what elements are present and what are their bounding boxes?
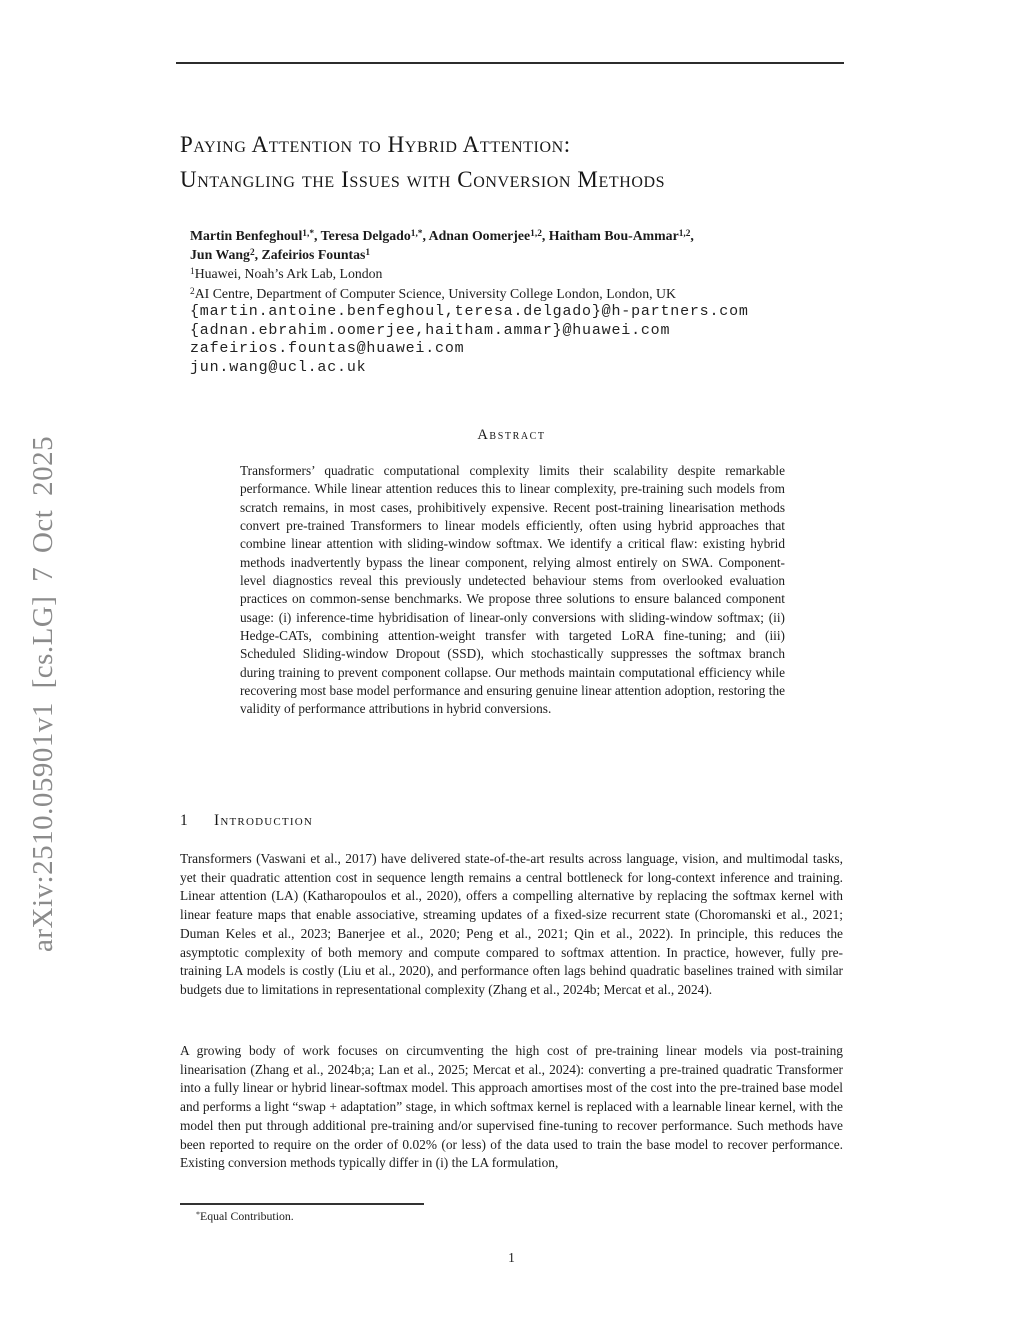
- header-rule: [176, 62, 844, 64]
- introduction-paragraph-2: A growing body of work focuses on circumventing the high cost of pre-training linear models via post-training linearisation (Zhang et al., 2024b;a; Lan et al., 2025; Mercat et al., 2024): converting a pre-trained quadratic Transformer into a fully linear or hybrid linear-softmax model. This approach amortises most of the cost into the pre-trained base model and performs a light “swap + adaptation” stage, in which softmax kernel is replaced with a learnable linear kernel, with the model then put through additional pre-training and/or supervised fine-tuning to recover performance. Such methods have been reported to require on the order of 0.02% (or less) of the data used to train the base model to recover performance. Existing conversion methods typically differ in (i) the LA formulation,: [180, 1043, 843, 1171]
- email-line: {adnan.ebrahim.oomerjee,haitham.ammar}@huawei.com: [190, 321, 671, 339]
- footnote-marker: *: [196, 1209, 201, 1219]
- author-separator: ,: [314, 228, 321, 243]
- affiliation-2: [190, 284, 860, 303]
- author-name: Martin Benfeghoul: [190, 228, 303, 243]
- author-line-2: [190, 245, 860, 264]
- affiliation-1: [190, 264, 860, 283]
- affiliation-mark: 1: [190, 267, 195, 278]
- abstract-text: Transformers’ quadratic computational complexity limits their scalability despite remarkable performance. While linear attention reduces this to linear complexity, pre-training such models from scratch remains, in most cases, prohibitively expensive. Recent post-training linearisation methods convert pre-trained Transformers to linear models efficiently, often using hybrid approaches that combine linear attention with sliding-window softmax. We identify a critical flaw: existing hybrid methods inadvertently bypass the linear component, relying almost entirely on SWA. Component-level diagnostics reveal this previously undetected behaviour stems from overlooked evaluation practices on common-sense benchmarks. We propose three solutions to ensure balanced component usage: (i) inference-time hybridisation of linear-only conversions with sliding-window softmax; (ii) Hedge-CATs, combining attention-weight transfer with targeted LoRA fine-tuning; and (iii) Scheduled Sliding-window Dropout (SSD), which stochastically suppresses the softmax branch during training to prevent component collapse. Our methods maintain computational efficiency while recovering most base model performance and ensuring genuine linear attention adoption, restoring the validity of performance attributions in hybrid conversions.: [240, 463, 785, 717]
- footnote-text: Equal Contribution.: [200, 1209, 294, 1223]
- email-line: zafeirios.fountas@huawei.com: [190, 340, 465, 358]
- arxiv-watermark: arXiv:2510.05901v1 [cs.LG] 7 Oct 2025: [27, 435, 59, 952]
- author-name: Haitham Bou-Ammar: [548, 228, 679, 243]
- author-separator: ,: [541, 228, 549, 243]
- email-line: jun.wang@ucl.ac.uk: [190, 359, 367, 377]
- author-name: Jun Wang: [190, 247, 250, 263]
- section-number: 1: [180, 812, 188, 829]
- paper-title-line2: Untangling the Issues with Conversion Methods: [180, 167, 666, 192]
- author-name: Zafeirios Fountas: [261, 247, 366, 263]
- author-line-1: [190, 226, 860, 245]
- affiliation-mark: 2: [190, 286, 195, 297]
- paper-title: [180, 127, 860, 197]
- footnote-rule: [180, 1203, 424, 1205]
- introduction-paragraph-1: Transformers (Vaswani et al., 2017) have delivered state-of-the-art results across language, vision, and multimodal tasks, yet their quadratic attention cost in sequence length remains a central bottleneck for long-context inference and training. Linear attention (LA) (Katharopoulos et al., 2020), offers a compelling alternative by replacing the softmax kernel with linear feature maps that enable associative, streaming updates of a fixed-size recurrent state (Choromanski et al., 2021; Duman Keles et al., 2023; Banerjee et al., 2020; Peng et al., 2021; Qin et al., 2022). In principle, this reduces the asymptotic complexity of both memory and compute compared to softmax attention. In practice, however, fully pre-training LA models is costly (Liu et al., 2020), and performance often lags behind quadratic baselines trained with similar budgets due to limitations in representational complexity (Zhang et al., 2024b; Mercat et al., 2024).: [180, 851, 843, 997]
- page-number: 1: [508, 1250, 515, 1265]
- author-affil-mark: 1,2: [530, 229, 542, 240]
- author-separator: ,: [690, 228, 694, 243]
- author-affil-mark: 1,*: [410, 229, 423, 240]
- affiliation-text: Huawei, Noah’s Ark Lab, London: [194, 266, 383, 282]
- author-affil-mark: 1,*: [302, 229, 315, 240]
- footnote: [180, 1209, 843, 1224]
- author-name: Adnan Oomerjee: [428, 228, 531, 243]
- author-block: [190, 226, 860, 303]
- author-affil-mark: 1,2: [678, 229, 691, 240]
- paper-title-line1: Paying Attention to Hybrid Attention:: [180, 132, 571, 157]
- author-separator: ,: [254, 247, 262, 263]
- email-block: [190, 303, 749, 378]
- author-name: Teresa Delgado: [320, 228, 411, 243]
- section-title: Introduction: [214, 812, 314, 829]
- author-affil-mark: 1: [365, 248, 371, 259]
- section-heading-introduction: [180, 812, 313, 830]
- abstract-heading: Abstract: [477, 427, 546, 443]
- author-separator: ,: [422, 228, 429, 243]
- affiliation-text: AI Centre, Department of Computer Science, University College London, London, UK: [194, 285, 676, 301]
- author-affil-mark: 2: [249, 248, 255, 259]
- email-line: {martin.antoine.benfeghoul,teresa.delgado}@h-partners.com: [190, 303, 749, 320]
